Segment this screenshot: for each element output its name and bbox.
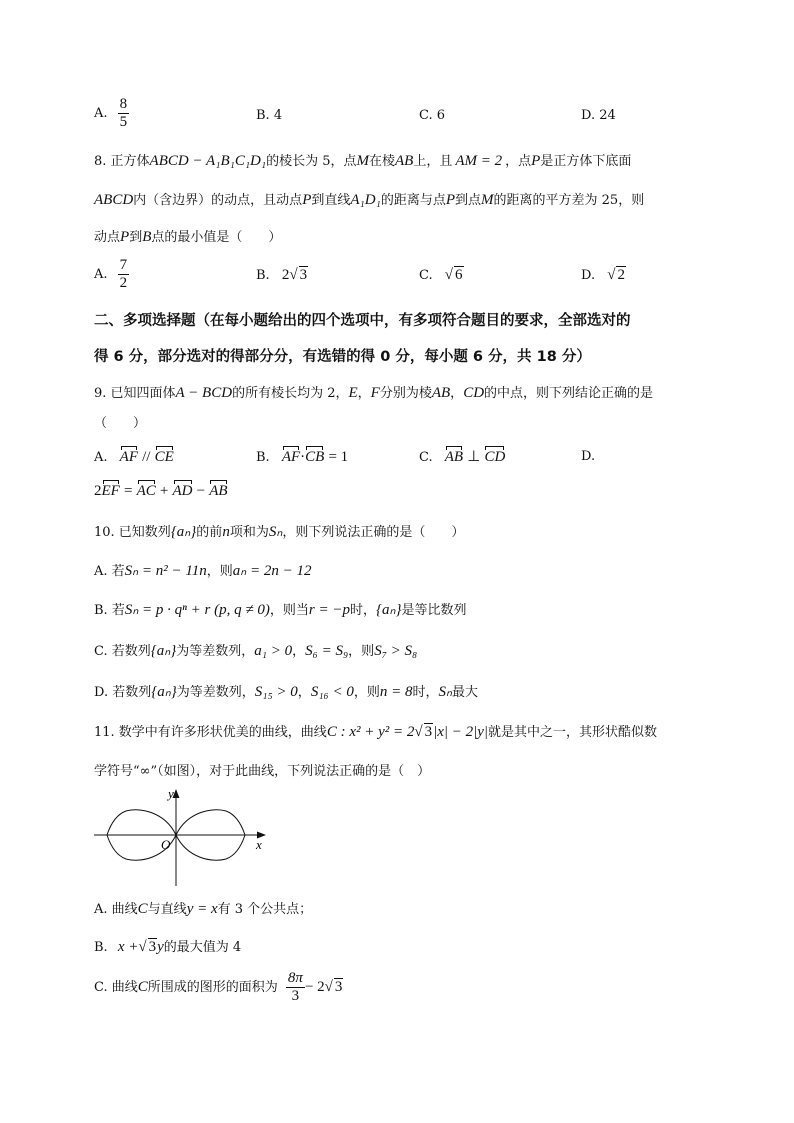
q9-option-a: A. AF // CE — [94, 446, 174, 466]
x-axis-label: x — [256, 837, 262, 852]
q11-option-c: C. 曲线C所围成的图形的面积为 $\frac{8\pi}{3}$ − 2√ 3 — [94, 970, 343, 1004]
q8-option-c: C. √ 6 — [419, 267, 463, 283]
q7-option-b: B. 4 — [256, 108, 283, 123]
q9-option-d-label: D. — [581, 449, 596, 464]
radicand: 3 — [299, 267, 308, 283]
q9-option-c: C. AB ⊥ CD — [419, 446, 505, 466]
q10-option-a: A. 若Sₙ = n² − 11n，则aₙ = 2n − 12 — [94, 563, 312, 579]
q11-option-a: A. 曲线C与直线y = x有 3 个公共点； — [94, 901, 313, 917]
q8-line3: 动点P到B点的最小值是（ ） — [94, 229, 282, 245]
q9-option-b: B. AF·CB = 1 — [256, 446, 348, 466]
q10-option-b: B. 若Sₙ = p · qⁿ + r (p, q ≠ 0)，则当r = −p时，{aₙ}是等比数列 — [94, 602, 467, 618]
q8-option-a: A. $\frac{7}{2}$ — [94, 257, 128, 291]
infinity-curve-figure — [90, 782, 275, 890]
q11-line1: 11. 数学中有许多形状优美的曲线，曲线C : x² + y² = 2√ 3|x| − 2|y|就是其中之一，其形状酷似数 — [94, 724, 658, 740]
q7-option-c: C. 6 — [419, 108, 446, 123]
q8-option-b: B. 2√ 3 — [256, 267, 308, 283]
radicand: 3 — [148, 939, 157, 955]
fraction: $\frac{8}{5}$ — [119, 96, 128, 130]
origin-label: O — [161, 837, 171, 852]
radicand: 3 — [424, 724, 433, 740]
radicand: 3 — [334, 979, 343, 995]
q9-stem: 9. 已知四面体A − BCD的所有棱长均为 2，E，F分别为棱AB，CD的中点，则下列结论正确的是 — [94, 385, 654, 401]
q8-line1: 8. 正方体ABCD − A₁B₁C₁D₁的棱长为 5，点M在棱AB上，且 AM = 2 ，点P是正方体下底面 — [94, 153, 632, 169]
section-title-line2: 得 6 分，部分选对的得部分分，有选错的得 0 分，每小题 6 分，共 18 分） — [94, 349, 591, 365]
radicand: 2 — [617, 267, 625, 283]
q8-option-d: D. √ 2 — [581, 267, 625, 283]
q7-option-d: D. 24 — [581, 108, 616, 123]
q10-option-d: D. 若数列{aₙ}为等差数列，S₁₅ > 0，S₁₆ < 0，则n = 8时，Sₙ最大 — [94, 684, 479, 700]
q8-line2: ABCD内（含边界）的动点，且动点P到直线A₁D₁的距离与点P到点M的距离的平方差为 25，则 — [94, 192, 645, 208]
section-title-line1: 二、多项选择题（在每小题给出的四个选项中，有多项符合题目的要求，全部选对的 — [94, 313, 631, 329]
radicand: 6 — [455, 267, 463, 283]
fraction: $\frac{7}{2}$ — [119, 257, 128, 291]
option-label: A. — [94, 106, 108, 121]
q11-line2: 学符号“∞”（如图），对于此曲线，下列说法正确的是（ ） — [94, 764, 431, 779]
q9-option-d: 2EF = AC + AD − AB — [94, 480, 228, 500]
fraction: $\frac{8\pi}{3}$ — [287, 970, 303, 1004]
q9-paren: （ ） — [94, 416, 147, 431]
q10-stem: 10. 已知数列{aₙ}的前n项和为Sₙ，则下列说法正确的是（ ） — [94, 524, 465, 540]
q7-option-a — [94, 96, 129, 131]
q10-option-c: C. 若数列{aₙ}为等差数列，a₁ > 0，S₆ = S₉，则S₇ > S₈ — [94, 643, 418, 659]
y-axis-label: y — [168, 786, 174, 801]
q11-option-b: B. x +√ 3y的最大值为 4 — [94, 939, 242, 955]
